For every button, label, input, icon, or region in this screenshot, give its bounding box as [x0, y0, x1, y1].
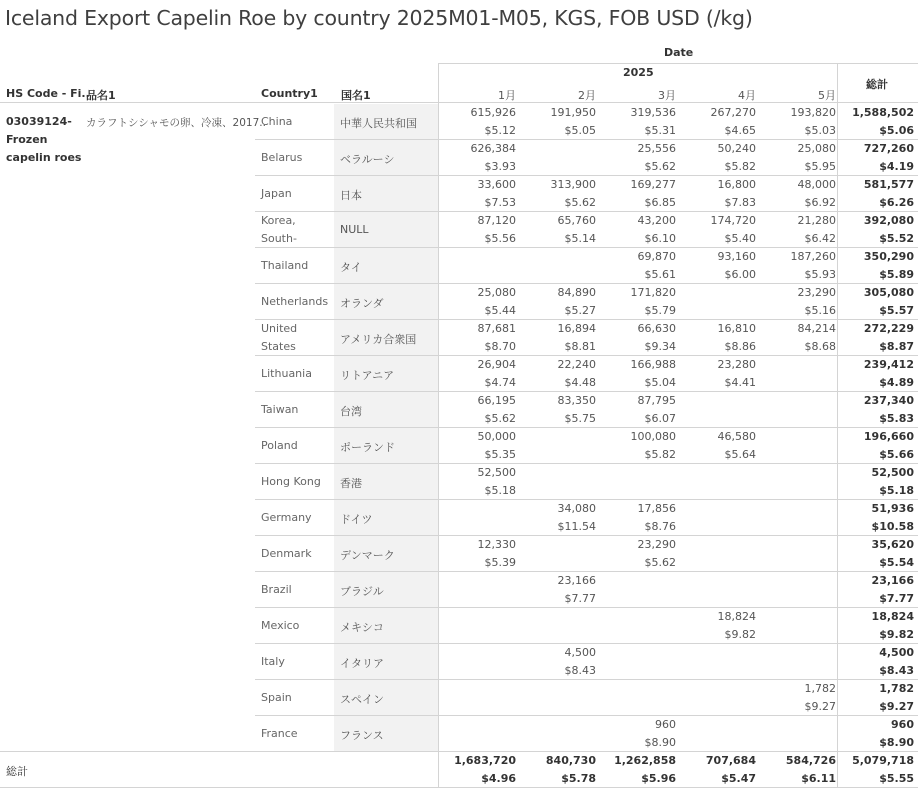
- usd-value: $5.35: [484, 448, 516, 461]
- grand-total-usd: $5.78: [561, 772, 596, 785]
- row-divider: [255, 643, 918, 644]
- kgs-value: 87,681: [477, 322, 516, 335]
- usd-value: $5.14: [564, 232, 596, 245]
- total-usd-value: $5.52: [879, 232, 914, 245]
- total-kgs-value: 392,080: [863, 214, 914, 227]
- country-cell: Brazil: [261, 583, 292, 596]
- kgs-value: 83,350: [557, 394, 596, 407]
- total-usd-value: $8.43: [879, 664, 914, 677]
- country-cell: China: [261, 115, 293, 128]
- kgs-value: 50,000: [477, 430, 516, 443]
- kgs-value: 25,080: [477, 286, 516, 299]
- kgs-value: 626,384: [470, 142, 516, 155]
- kgs-value: 65,760: [557, 214, 596, 227]
- row-divider: [255, 499, 918, 500]
- kokumei-cell: NULL: [340, 223, 369, 236]
- country-cell: Spain: [261, 691, 292, 704]
- row-divider: [255, 607, 918, 608]
- country-cell: Poland: [261, 439, 298, 452]
- kgs-value: 25,556: [637, 142, 676, 155]
- total-kgs-value: 51,936: [871, 502, 914, 515]
- kgs-value: 174,720: [710, 214, 756, 227]
- kgs-value: 187,260: [790, 250, 836, 263]
- kgs-value: 171,820: [630, 286, 676, 299]
- date-header: Date: [664, 46, 694, 59]
- row-divider: [255, 247, 918, 248]
- usd-value: $8.81: [564, 340, 596, 353]
- total-usd-value: $7.77: [879, 592, 914, 605]
- kokumei-cell: フランス: [340, 729, 384, 742]
- kgs-value: 169,277: [630, 178, 676, 191]
- total-kgs-value: 237,340: [863, 394, 914, 407]
- total-kgs-value: 727,260: [863, 142, 914, 155]
- usd-value: $5.44: [484, 304, 516, 317]
- grand-total-kgs: 5,079,718: [852, 754, 914, 767]
- kgs-value: 319,536: [630, 106, 676, 119]
- grand-total-label: 総計: [6, 765, 28, 778]
- country-cell: Italy: [261, 655, 285, 668]
- total-usd-value: $8.90: [879, 736, 914, 749]
- kgs-value: 4,500: [564, 646, 596, 659]
- kokumei-cell: ブラジル: [340, 585, 384, 598]
- usd-value: $6.42: [804, 232, 836, 245]
- country-cell: Germany: [261, 511, 312, 524]
- kgs-value: 191,950: [550, 106, 596, 119]
- kokumei-cell: スペイン: [340, 693, 384, 706]
- row-divider: [255, 283, 918, 284]
- usd-value: $9.27: [804, 700, 836, 713]
- usd-value: $4.41: [724, 376, 756, 389]
- kgs-value: 48,000: [797, 178, 836, 191]
- usd-value: $5.79: [644, 304, 676, 317]
- total-kgs-value: 1,782: [879, 682, 914, 695]
- kgs-value: 87,120: [477, 214, 516, 227]
- grand-total-kgs: 584,726: [785, 754, 836, 767]
- kgs-value: 52,500: [477, 466, 516, 479]
- row-divider: [255, 319, 918, 320]
- kokumei-cell: オランダ: [340, 297, 384, 310]
- usd-value: $9.82: [724, 628, 756, 641]
- kgs-value: 16,800: [717, 178, 756, 191]
- usd-value: $5.56: [484, 232, 516, 245]
- total-usd-value: $10.58: [871, 520, 914, 533]
- usd-value: $4.65: [724, 124, 756, 137]
- product-name-cell: カラフトシシャモの卵、冷凍、2017..: [86, 117, 266, 129]
- kgs-value: 25,080: [797, 142, 836, 155]
- country-cell: Hong Kong: [261, 475, 321, 488]
- kgs-value: 93,160: [717, 250, 756, 263]
- total-usd-value: $8.87: [879, 340, 914, 353]
- kgs-value: 87,795: [637, 394, 676, 407]
- usd-value: $8.90: [644, 736, 676, 749]
- usd-value: $5.39: [484, 556, 516, 569]
- kokumei-cell: アメリカ合衆国: [340, 333, 417, 346]
- usd-value: $5.03: [804, 124, 836, 137]
- country-cell: Mexico: [261, 619, 300, 632]
- kokumei-cell: 台湾: [340, 405, 362, 418]
- usd-value: $6.92: [804, 196, 836, 209]
- kgs-value: 166,988: [630, 358, 676, 371]
- country-cell: Korea,: [261, 214, 296, 227]
- kgs-value: 69,870: [637, 250, 676, 263]
- chart-title: Iceland Export Capelin Roe by country 2025M01-M05, KGS, FOB USD (/kg): [5, 6, 753, 30]
- usd-value: $5.75: [564, 412, 596, 425]
- usd-value: $5.05: [564, 124, 596, 137]
- header-divider: [438, 63, 918, 64]
- month-header: 5月: [818, 89, 836, 102]
- month-header: 3月: [658, 89, 676, 102]
- usd-value: $6.07: [644, 412, 676, 425]
- hs-code-cell: capelin roes: [6, 151, 82, 164]
- country-cell: South-: [261, 232, 297, 245]
- kokumei-cell: ドイツ: [340, 513, 373, 526]
- grand-total-usd: $5.55: [879, 772, 914, 785]
- total-usd-value: $5.89: [879, 268, 914, 281]
- kgs-value: 66,630: [637, 322, 676, 335]
- usd-value: $6.00: [724, 268, 756, 281]
- kgs-value: 12,330: [477, 538, 516, 551]
- month-header: 4月: [738, 89, 756, 102]
- total-usd-value: $5.06: [879, 124, 914, 137]
- kokumei-cell: タイ: [340, 261, 362, 274]
- total-usd-value: $9.82: [879, 628, 914, 641]
- total-usd-value: $5.54: [879, 556, 914, 569]
- total-kgs-value: 4,500: [879, 646, 914, 659]
- kgs-value: 100,080: [630, 430, 676, 443]
- country-cell: States: [261, 340, 296, 353]
- total-usd-value: $6.26: [879, 196, 914, 209]
- row-divider: [255, 211, 918, 212]
- kgs-value: 33,600: [477, 178, 516, 191]
- row-divider: [255, 463, 918, 464]
- usd-value: $5.62: [564, 196, 596, 209]
- row-divider: [255, 355, 918, 356]
- kokumei-cell: 中華人民共和国: [340, 117, 417, 130]
- usd-value: $5.40: [724, 232, 756, 245]
- total-kgs-value: 960: [891, 718, 914, 731]
- kokumei-cell: 日本: [340, 189, 362, 202]
- kgs-value: 23,166: [557, 574, 596, 587]
- total-usd-value: $4.89: [879, 376, 914, 389]
- usd-value: $7.83: [724, 196, 756, 209]
- country-cell: Taiwan: [261, 403, 299, 416]
- usd-value: $8.76: [644, 520, 676, 533]
- total-usd-value: $4.19: [879, 160, 914, 173]
- month-header: 1月: [498, 89, 516, 102]
- usd-value: $5.62: [644, 556, 676, 569]
- total-kgs-value: 23,166: [871, 574, 914, 587]
- grand-total-kgs: 1,683,720: [454, 754, 516, 767]
- usd-value: $4.74: [484, 376, 516, 389]
- kgs-value: 17,856: [637, 502, 676, 515]
- usd-value: $8.68: [804, 340, 836, 353]
- kgs-value: 34,080: [557, 502, 596, 515]
- kgs-value: 1,782: [804, 682, 836, 695]
- kokumei-header: 国名1: [341, 89, 371, 102]
- kgs-value: 22,240: [557, 358, 596, 371]
- country-cell: Denmark: [261, 547, 312, 560]
- kgs-value: 18,824: [717, 610, 756, 623]
- usd-value: $5.61: [644, 268, 676, 281]
- usd-value: $8.43: [564, 664, 596, 677]
- header-divider: [0, 102, 918, 103]
- row-divider: [255, 175, 918, 176]
- country-cell: Netherlands: [261, 295, 329, 308]
- kgs-value: 960: [655, 718, 676, 731]
- usd-value: $7.77: [564, 592, 596, 605]
- row-divider: [255, 715, 918, 716]
- row-divider: [255, 535, 918, 536]
- kgs-value: 23,290: [797, 286, 836, 299]
- country-cell: Lithuania: [261, 367, 312, 380]
- total-kgs-value: 1,588,502: [852, 106, 914, 119]
- usd-value: $5.62: [644, 160, 676, 173]
- kgs-value: 84,214: [797, 322, 836, 335]
- kokumei-cell: ベラルーシ: [340, 153, 395, 166]
- grand-total-divider: [0, 751, 918, 752]
- usd-value: $5.27: [564, 304, 596, 317]
- kgs-value: 21,280: [797, 214, 836, 227]
- hs-code-header: HS Code - Fi..: [6, 87, 90, 100]
- total-kgs-value: 239,412: [863, 358, 914, 371]
- kgs-value: 26,904: [477, 358, 516, 371]
- total-kgs-value: 196,660: [863, 430, 914, 443]
- usd-value: $5.12: [484, 124, 516, 137]
- kgs-value: 66,195: [477, 394, 516, 407]
- total-kgs-value: 18,824: [871, 610, 914, 623]
- kokumei-cell: リトアニア: [340, 369, 395, 382]
- usd-value: $8.70: [484, 340, 516, 353]
- kgs-value: 50,240: [717, 142, 756, 155]
- kgs-value: 23,280: [717, 358, 756, 371]
- grand-total-kgs: 840,730: [545, 754, 596, 767]
- usd-value: $5.04: [644, 376, 676, 389]
- country-cell: Japan: [261, 187, 292, 200]
- kgs-value: 46,580: [717, 430, 756, 443]
- kokumei-cell: メキシコ: [340, 621, 384, 634]
- usd-value: $11.54: [557, 520, 596, 533]
- total-usd-value: $5.18: [879, 484, 914, 497]
- usd-value: $5.93: [804, 268, 836, 281]
- kokumei-cell: ポーランド: [340, 441, 395, 454]
- month-header: 2月: [578, 89, 596, 102]
- total-kgs-value: 35,620: [871, 538, 914, 551]
- kgs-value: 615,926: [470, 106, 516, 119]
- kokumei-cell: イタリア: [340, 657, 384, 670]
- kgs-value: 84,890: [557, 286, 596, 299]
- total-kgs-value: 581,577: [863, 178, 914, 191]
- usd-value: $6.10: [644, 232, 676, 245]
- kgs-value: 313,900: [550, 178, 596, 191]
- usd-value: $5.64: [724, 448, 756, 461]
- country-cell: France: [261, 727, 298, 740]
- country-cell: Thailand: [261, 259, 309, 272]
- kgs-value: 193,820: [790, 106, 836, 119]
- usd-value: $5.16: [804, 304, 836, 317]
- total-usd-value: $9.27: [879, 700, 914, 713]
- total-usd-value: $5.66: [879, 448, 914, 461]
- row-divider: [255, 391, 918, 392]
- grand-total-usd: $5.96: [641, 772, 676, 785]
- usd-value: $3.93: [484, 160, 516, 173]
- grand-total-usd: $4.96: [481, 772, 516, 785]
- total-kgs-value: 272,229: [863, 322, 914, 335]
- total-header: 総計: [866, 78, 888, 91]
- kokumei-cell: デンマーク: [340, 549, 395, 562]
- row-divider: [255, 427, 918, 428]
- kgs-value: 16,810: [717, 322, 756, 335]
- row-divider: [255, 679, 918, 680]
- usd-value: $9.34: [644, 340, 676, 353]
- total-kgs-value: 305,080: [863, 286, 914, 299]
- usd-value: $4.48: [564, 376, 596, 389]
- usd-value: $5.31: [644, 124, 676, 137]
- grand-total-usd: $5.47: [721, 772, 756, 785]
- usd-value: $5.18: [484, 484, 516, 497]
- kokumei-cell: 香港: [340, 477, 362, 490]
- kgs-value: 267,270: [710, 106, 756, 119]
- usd-value: $5.82: [644, 448, 676, 461]
- row-divider: [255, 139, 918, 140]
- usd-value: $7.53: [484, 196, 516, 209]
- country-cell: United: [261, 322, 298, 335]
- grand-total-kgs: 1,262,858: [614, 754, 676, 767]
- hs-code-cell: 03039124-: [6, 115, 72, 128]
- total-kgs-value: 52,500: [871, 466, 914, 479]
- kgs-value: 23,290: [637, 538, 676, 551]
- usd-value: $5.82: [724, 160, 756, 173]
- kgs-value: 16,894: [557, 322, 596, 335]
- grand-total-kgs: 707,684: [705, 754, 756, 767]
- usd-value: $8.86: [724, 340, 756, 353]
- hs-code-cell: Frozen: [6, 133, 48, 146]
- country-cell: Belarus: [261, 151, 303, 164]
- usd-value: $5.62: [484, 412, 516, 425]
- year-header: 2025: [623, 66, 654, 79]
- grand-total-usd: $6.11: [801, 772, 836, 785]
- country-header: Country1: [261, 87, 318, 100]
- total-usd-value: $5.57: [879, 304, 914, 317]
- total-kgs-value: 350,290: [863, 250, 914, 263]
- row-divider: [255, 571, 918, 572]
- hinmei-header: 品名1: [86, 89, 116, 102]
- usd-value: $5.95: [804, 160, 836, 173]
- kgs-value: 43,200: [637, 214, 676, 227]
- usd-value: $6.85: [644, 196, 676, 209]
- total-usd-value: $5.83: [879, 412, 914, 425]
